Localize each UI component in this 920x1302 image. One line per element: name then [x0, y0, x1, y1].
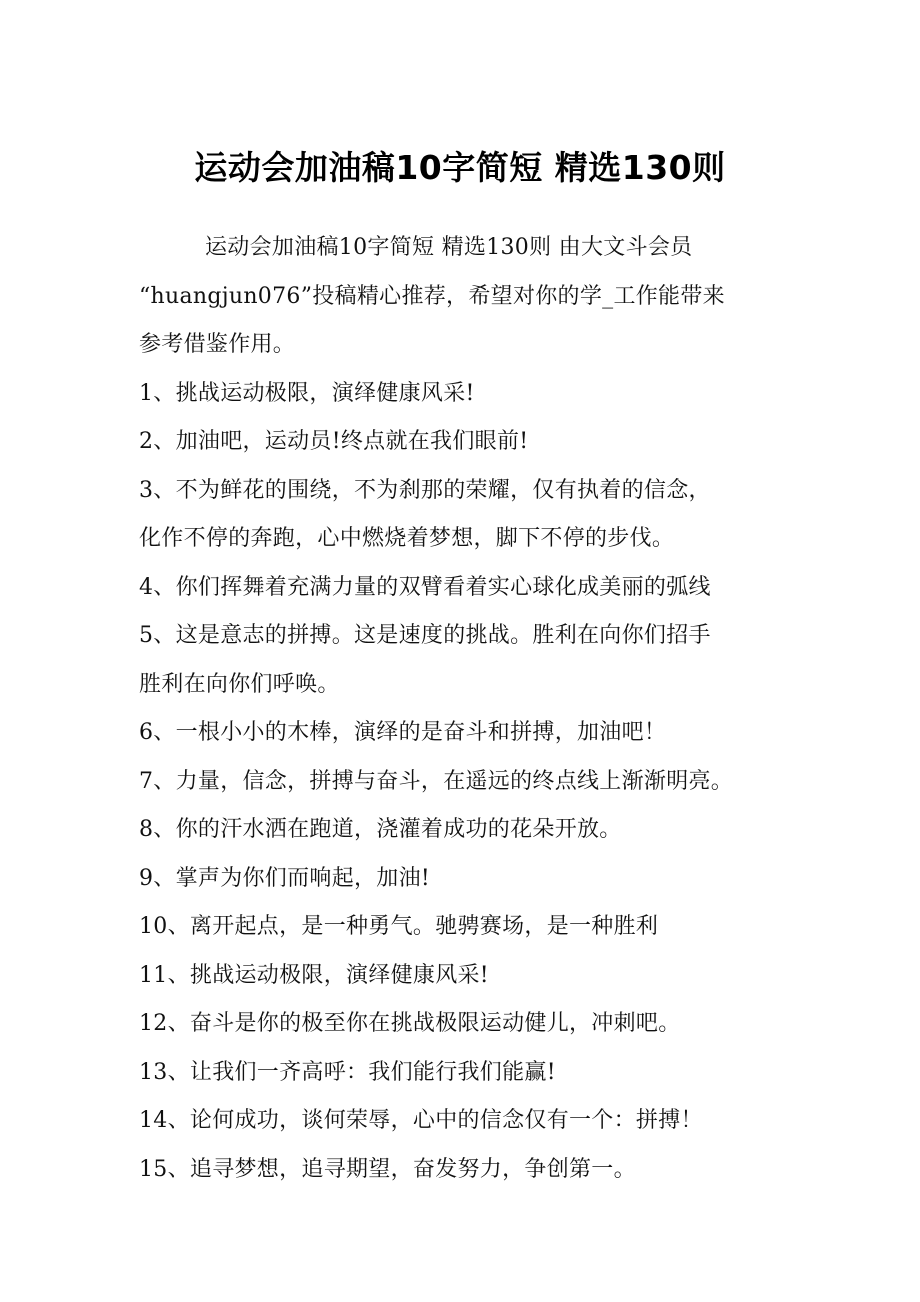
list-item	[139, 1097, 799, 1146]
list-item-line: 10、离开起点，是一种勇气。驰骋赛场，是一种胜利	[139, 914, 659, 939]
intro-line: 参考借鉴作用。	[139, 332, 296, 357]
list-item-line: 3、不为鲜花的围绕，不为刹那的荣耀，仅有执着的信念，	[139, 477, 711, 503]
list-item-line: 8、你的汗水洒在跑道，浇灌着成功的花朵开放。	[139, 817, 622, 842]
list-item	[139, 758, 799, 807]
list-item	[139, 564, 799, 613]
list-item	[139, 1000, 799, 1049]
list-item-line: 6、一根小小的木棒，演绎的是奋斗和拼搏，加油吧！	[139, 720, 667, 745]
list-item-line: 7、力量，信念，拼搏与奋斗，在遥远的终点线上渐渐明亮。	[139, 768, 734, 794]
list-item	[139, 1049, 799, 1098]
intro-line: “huangjun076”投稿精心推荐，希望对你的学_工作能带来	[139, 283, 725, 309]
intro-paragraph	[139, 224, 799, 370]
list-item	[139, 855, 799, 904]
document-title: 运动会加油稿10字简短 精选130则	[194, 148, 726, 187]
list-item-line: 12、奋斗是你的极至你在挑战极限运动健儿，冲刺吧。	[139, 1011, 681, 1036]
list-item	[139, 418, 799, 467]
list-item	[139, 952, 799, 1001]
list-item	[139, 612, 799, 709]
intro-line: 运动会加油稿10字简短 精选130则 由大文斗会员	[205, 235, 693, 260]
list-item	[139, 903, 799, 952]
list-item-line: 4、你们挥舞着充满力量的双臂看着实心球化成美丽的弧线	[139, 574, 711, 600]
list-item	[139, 1146, 799, 1195]
list-item	[139, 467, 799, 564]
list-item-line: 1、挑战运动极限，演绎健康风采!	[139, 380, 475, 406]
list-item	[139, 806, 799, 855]
list-item-line: 化作不停的奔跑，心中燃烧着梦想，脚下不停的步伐。	[139, 526, 675, 551]
list-item-line: 胜利在向你们呼唤。	[139, 671, 340, 697]
list-item-line: 14、论何成功，谈何荣辱，心中的信念仅有一个：拼搏！	[139, 1108, 703, 1133]
list-item-line: 2、加油吧，运动员!终点就在我们眼前!	[139, 429, 529, 454]
list-item-line: 13、让我们一齐高呼：我们能行我们能赢!	[139, 1059, 556, 1085]
document-body	[139, 224, 799, 1194]
list-item	[139, 370, 799, 419]
list-item-line: 5、这是意志的拼搏。这是速度的挑战。胜利在向你们招手	[139, 623, 711, 648]
cheer-list	[139, 370, 799, 1195]
list-item-line: 9、掌声为你们而响起，加油!	[139, 865, 431, 891]
list-item-line: 11、挑战运动极限，演绎健康风采!	[139, 962, 489, 988]
list-item-line: 15、追寻梦想，追寻期望，奋发努力，争创第一。	[139, 1156, 636, 1182]
list-item	[139, 709, 799, 758]
